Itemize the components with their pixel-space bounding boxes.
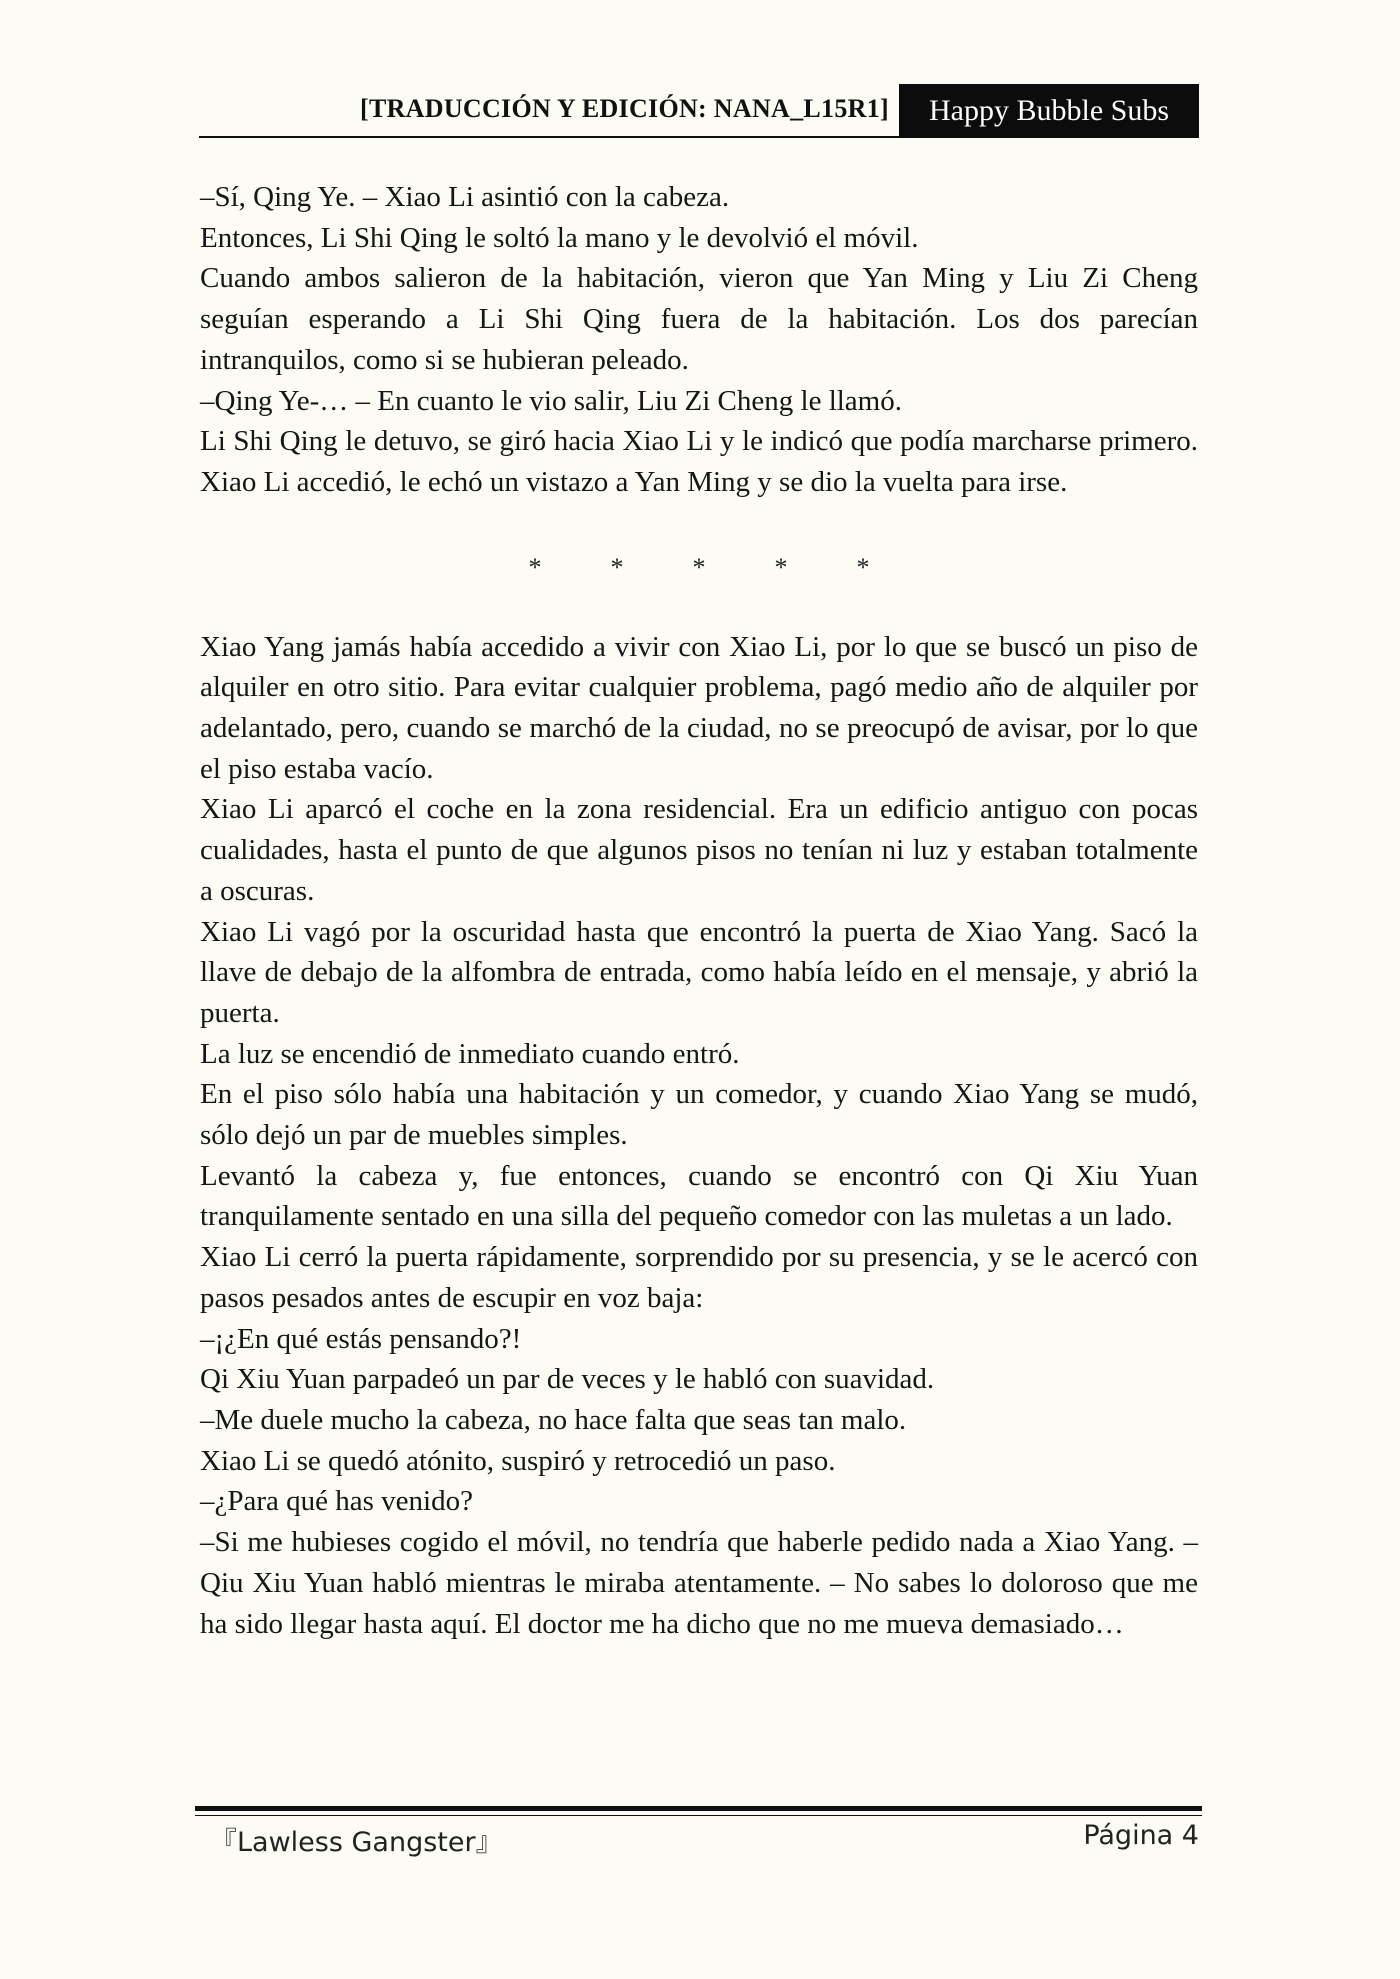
- section-separator: [200, 529, 1198, 609]
- paragraph: Xiao Yang jamás había accedido a vivir con Xiao Li, por lo que se buscó un piso de alquiler en otro sitio. Para evitar cualquier problema, pagó medio año de alquiler por adelantado, pero, cuando se marchó de la ciudad, no se preocupó de avisar, por lo que el piso estaba vacío.: [200, 630, 1198, 785]
- paragraph: Xiao Li se quedó atónito, suspiró y retrocedió un paso.: [200, 1444, 836, 1477]
- page-number: Página 4: [1083, 1820, 1199, 1851]
- paragraph: –Me duele mucho la cabeza, no hace falta que seas tan malo.: [200, 1403, 907, 1436]
- paragraph: Cuando ambos salieron de la habitación, vieron que Yan Ming y Liu Zi Cheng seguían esperando a Li Shi Qing fuera de la habitación. Los dos parecían intranquilos, como si se hubieran peleado.: [200, 262, 1198, 376]
- paragraph: En el piso sólo había una habitación y un comedor, y cuando Xiao Yang se mudó, sólo dejó un par de muebles simples.: [200, 1078, 1198, 1152]
- book-title: 『Lawless Gangster』: [210, 1827, 503, 1858]
- paragraph: Xiao Li cerró la puerta rápidamente, sorprendido por su presencia, y se le acercó con pasos pesados antes de escupir en voz baja:: [200, 1241, 1198, 1314]
- paragraph: –¡¿En qué estás pensando?!: [200, 1322, 522, 1355]
- footer-divider: [195, 1806, 1202, 1811]
- separator-star: *: [610, 553, 624, 583]
- separator-star: *: [692, 553, 706, 583]
- separator-star: *: [774, 553, 788, 583]
- paragraph: Xiao Li aparcó el coche en la zona residencial. Era un edificio antiguo con pocas cualidades, hasta el punto de que algunos pisos no tenían ni luz y estaban totalmente a oscuras.: [200, 793, 1198, 907]
- page-header: [199, 84, 1199, 138]
- paragraph: Entonces, Li Shi Qing le soltó la mano y le devolvió el móvil.: [200, 221, 919, 254]
- translation-credit: [TRADUCCIÓN Y EDICIÓN: NANA_L15R1]: [360, 94, 889, 123]
- paragraph: La luz se encendió de inmediato cuando entró.: [200, 1037, 740, 1070]
- separator-star: *: [528, 553, 542, 583]
- paragraph: –Si me hubieses cogido el móvil, no tendría que haberle pedido nada a Xiao Yang. – Qiu Xiu Yuan habló mientras le miraba atentamente. – No sabes lo doloroso que me ha sido llegar hasta aquí. El doctor me ha dicho que no me mueva demasiado…: [200, 1526, 1198, 1640]
- document-body: [200, 177, 1198, 1644]
- paragraph: –¿Para qué has venido?: [200, 1485, 473, 1518]
- paragraph: –Qing Ye-… – En cuanto le vio salir, Liu Zi Cheng le llamó.: [200, 384, 902, 417]
- group-badge: Happy Bubble Subs: [899, 84, 1199, 138]
- paragraph: Qi Xiu Yuan parpadeó un par de veces y le habló con suavidad.: [200, 1363, 935, 1396]
- footer-divider-thin: [195, 1815, 1202, 1816]
- paragraph: Levantó la cabeza y, fue entonces, cuando se encontró con Qi Xiu Yuan tranquilamente sentado en una silla del pequeño comedor con las muletas a un lado.: [200, 1159, 1198, 1233]
- paragraph: Li Shi Qing le detuvo, se giró hacia Xiao Li y le indicó que podía marcharse primero. Xiao Li accedió, le echó un vistazo a Yan Ming y se dio la vuelta para irse.: [200, 425, 1198, 498]
- separator-star: *: [856, 553, 870, 583]
- paragraph: –Sí, Qing Ye. – Xiao Li asintió con la cabeza.: [200, 181, 730, 213]
- paragraph: Xiao Li vagó por la oscuridad hasta que encontró la puerta de Xiao Yang. Sacó la llave de debajo de la alfombra de entrada, como había leído en el mensaje, y abrió la puerta.: [200, 915, 1198, 1029]
